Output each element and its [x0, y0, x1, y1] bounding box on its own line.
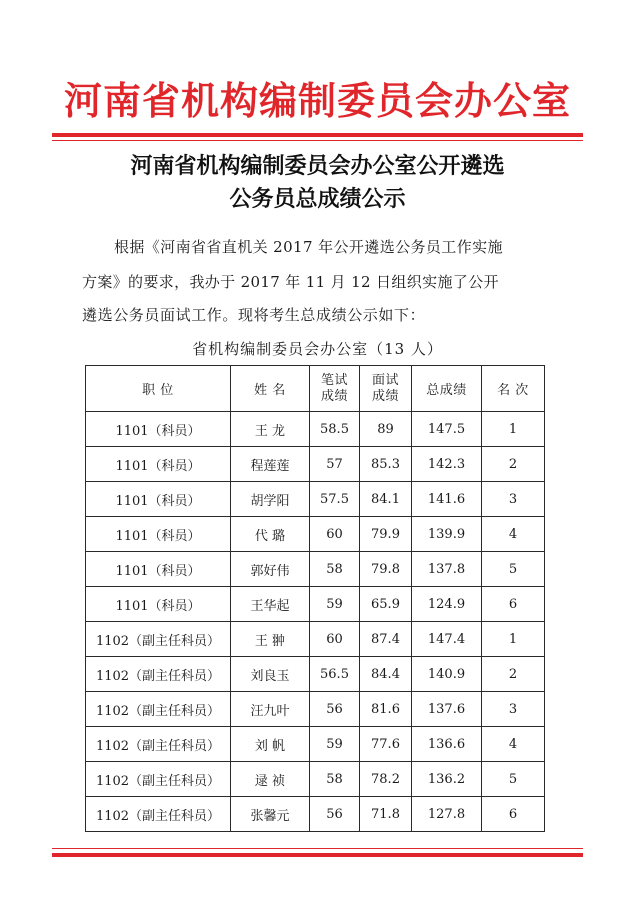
letterhead-title: 河南省机构编制委员会办公室: [63, 78, 571, 123]
cell-written: 59: [310, 587, 360, 622]
table-row: [86, 412, 545, 447]
cell-interview: 71.8: [360, 797, 412, 832]
header-written-line1: 笔试: [320, 372, 348, 388]
cell-interview: 77.6: [360, 727, 412, 762]
table-row: [86, 657, 545, 692]
cell-written: 60: [310, 517, 360, 552]
cell-rank: 6: [482, 587, 545, 622]
document-title-line1: 河南省机构编制委员会办公室公开遴选: [130, 153, 505, 179]
cell-written: 56.5: [310, 657, 360, 692]
footer-rule-thick: [52, 853, 583, 857]
header-written-line2: 成绩: [320, 388, 348, 404]
table-row: [86, 727, 545, 762]
scores-table: [85, 365, 545, 832]
document-title-line2: 公务员总成绩公示: [229, 186, 406, 212]
cell-total: 124.9: [412, 587, 482, 622]
cell-position: 1102（副主任科员）: [86, 622, 231, 657]
cell-interview: 87.4: [360, 622, 412, 657]
footer-rule-thin: [52, 848, 583, 849]
cell-name: 张馨元: [231, 797, 310, 832]
cell-written: 60: [310, 622, 360, 657]
cell-name: 郭好伟: [231, 552, 310, 587]
cell-position: 1101（科员）: [86, 412, 231, 447]
cell-position: 1101（科员）: [86, 517, 231, 552]
cell-interview: 78.2: [360, 762, 412, 797]
cell-rank: 2: [482, 447, 545, 482]
cell-name: 汪九叶: [231, 692, 310, 727]
cell-total: 136.6: [412, 727, 482, 762]
cell-name: 王华起: [231, 587, 310, 622]
header-interview-line2: 成绩: [371, 388, 399, 404]
table-row: [86, 692, 545, 727]
cell-written: 57: [310, 447, 360, 482]
table-row: [86, 552, 545, 587]
cell-name: 程莲莲: [231, 447, 310, 482]
cell-interview: 65.9: [360, 587, 412, 622]
letterhead-rule-thick: [52, 133, 583, 137]
cell-interview: 84.4: [360, 657, 412, 692]
table-row: [86, 622, 545, 657]
cell-position: 1101（科员）: [86, 482, 231, 517]
table-row: [86, 762, 545, 797]
table-header-row: [86, 366, 545, 412]
cell-rank: 1: [482, 412, 545, 447]
cell-rank: 6: [482, 797, 545, 832]
header-written-score: [310, 366, 360, 412]
cell-name: 王 翀: [231, 622, 310, 657]
cell-total: 137.6: [412, 692, 482, 727]
cell-position: 1101（科员）: [86, 552, 231, 587]
cell-interview: 85.3: [360, 447, 412, 482]
cell-total: 141.6: [412, 482, 482, 517]
cell-written: 56: [310, 797, 360, 832]
cell-written: 58.5: [310, 412, 360, 447]
cell-total: 147.5: [412, 412, 482, 447]
cell-position: 1101（科员）: [86, 447, 231, 482]
table-row: [86, 482, 545, 517]
cell-total: 137.8: [412, 552, 482, 587]
cell-total: 139.9: [412, 517, 482, 552]
cell-name: 代 璐: [231, 517, 310, 552]
cell-name: 刘良玉: [231, 657, 310, 692]
cell-rank: 5: [482, 552, 545, 587]
cell-position: 1102（副主任科员）: [86, 692, 231, 727]
cell-total: 140.9: [412, 657, 482, 692]
cell-name: 刘 帆: [231, 727, 310, 762]
cell-position: 1102（副主任科员）: [86, 797, 231, 832]
cell-total: 127.8: [412, 797, 482, 832]
cell-name: 王 龙: [231, 412, 310, 447]
cell-rank: 4: [482, 727, 545, 762]
cell-written: 58: [310, 552, 360, 587]
header-total-score: 总成绩: [412, 366, 482, 412]
table-caption: 省机构编制委员会办公室（13 人）: [192, 340, 443, 358]
cell-rank: 4: [482, 517, 545, 552]
cell-rank: 2: [482, 657, 545, 692]
cell-written: 59: [310, 727, 360, 762]
cell-rank: 1: [482, 622, 545, 657]
cell-name: 逯 祯: [231, 762, 310, 797]
cell-position: 1102（副主任科员）: [86, 657, 231, 692]
table-row: [86, 447, 545, 482]
cell-interview: 79.8: [360, 552, 412, 587]
header-interview-score: [360, 366, 412, 412]
letterhead-rule-thin: [52, 140, 583, 141]
cell-total: 147.4: [412, 622, 482, 657]
cell-written: 58: [310, 762, 360, 797]
header-interview-line1: 面试: [371, 372, 399, 388]
cell-position: 1102（副主任科员）: [86, 727, 231, 762]
cell-written: 57.5: [310, 482, 360, 517]
cell-rank: 3: [482, 692, 545, 727]
cell-rank: 3: [482, 482, 545, 517]
body-paragraph-line1: 根据《河南省省直机关 2017 年公开遴选公务员工作实施: [114, 238, 503, 256]
body-paragraph-line2: 方案》的要求，我办于 2017 年 11 月 12 日组织实施了公开: [82, 273, 499, 291]
cell-total: 142.3: [412, 447, 482, 482]
cell-written: 56: [310, 692, 360, 727]
cell-name: 胡学阳: [231, 482, 310, 517]
cell-rank: 5: [482, 762, 545, 797]
cell-position: 1101（科员）: [86, 587, 231, 622]
header-rank: 名 次: [482, 366, 545, 412]
cell-interview: 89: [360, 412, 412, 447]
cell-position: 1102（副主任科员）: [86, 762, 231, 797]
table-row: [86, 587, 545, 622]
cell-interview: 84.1: [360, 482, 412, 517]
table-row: [86, 797, 545, 832]
cell-total: 136.2: [412, 762, 482, 797]
body-paragraph-line3: 遴选公务员面试工作。现将考生总成绩公示如下：: [82, 306, 426, 324]
cell-interview: 81.6: [360, 692, 412, 727]
table-row: [86, 517, 545, 552]
header-position: 职 位: [86, 366, 231, 412]
cell-interview: 79.9: [360, 517, 412, 552]
header-name: 姓 名: [231, 366, 310, 412]
